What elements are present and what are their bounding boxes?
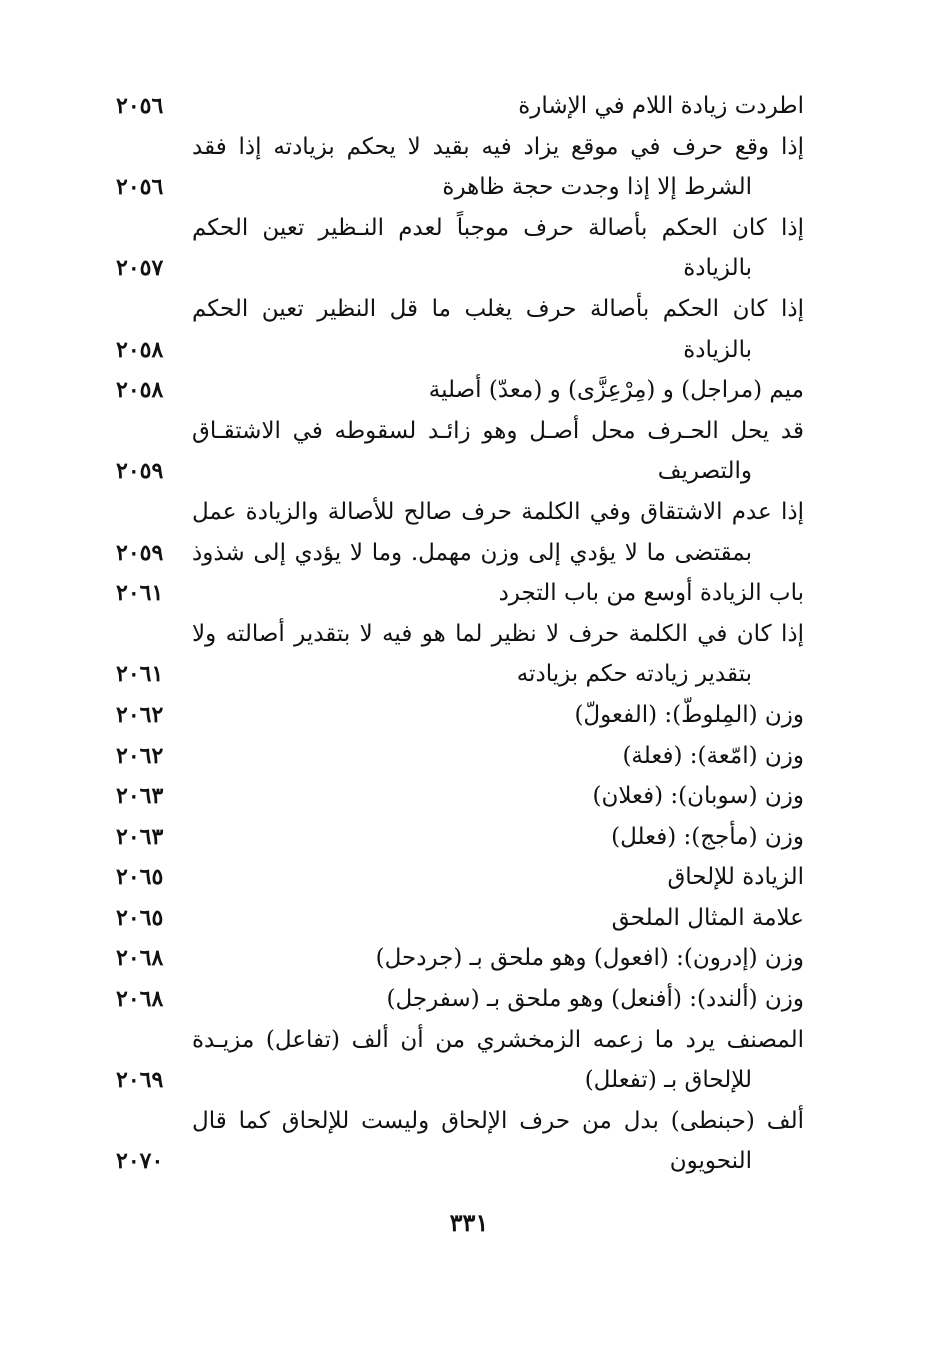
entry-text xyxy=(192,979,804,1020)
index-entry xyxy=(0,370,938,411)
entry-line: إذا وقع حرف في موقع يزاد فيه بقيد لا يحكم بزيادته إذا فقد xyxy=(192,133,804,160)
entry-line: المصنف يرد ما زعمه الزمخشري من أن ألف (تفاعل) مزيـدة xyxy=(192,1026,804,1053)
index-entry xyxy=(0,776,938,817)
index-entry xyxy=(0,411,938,492)
entry-page-number: ٢٠٦٥ xyxy=(116,864,164,891)
entry-page-number: ٢٠٦٨ xyxy=(116,945,164,972)
entry-text xyxy=(192,127,804,208)
entry-line: ألف (حبنطى) بدل من حرف الإلحاق وليست للإلحاق كما قال xyxy=(192,1107,804,1134)
entry-text xyxy=(192,492,804,573)
entry-page-number: ٢٠٥٨ xyxy=(116,336,164,363)
entry-text xyxy=(192,857,804,898)
entry-line: قد يحل الحـرف محل أصـل وهو زائـد لسقوطه في الاشتقـاق xyxy=(192,417,804,444)
entry-page-number: ٢٠٦٢ xyxy=(116,701,164,728)
entry-page-number: ٢٠٦١ xyxy=(116,580,164,607)
entry-text xyxy=(192,370,804,411)
entry-line: ميم (مراجل) و (مِرْعِزَّى) و (معدّ) أصلية xyxy=(428,377,804,404)
entry-line: إذا كان الحكم بأصالة حرف يغلب ما قل النظير تعين الحكم xyxy=(192,295,804,322)
entry-line: إذا كان الحكم بأصالة حرف موجباً لعدم النـظير تعين الحكم xyxy=(192,214,804,241)
entry-line: الزيادة للإلحاق xyxy=(667,864,804,891)
entry-text xyxy=(192,289,804,370)
index-entry xyxy=(0,695,938,736)
entry-page-number: ٢٠٦١ xyxy=(116,661,164,688)
entry-line: وزن (سوبان): (فعلان) xyxy=(592,783,804,810)
entry-line: علامة المثال الملحق xyxy=(611,904,804,931)
entry-line: إذا كان في الكلمة حرف لا نظير لما هو فيه لا بتقدير أصالته ولا xyxy=(192,620,804,647)
entry-line: بالزيادة xyxy=(683,336,752,363)
entry-text xyxy=(192,573,804,614)
entry-text xyxy=(192,898,804,939)
index-entry xyxy=(0,898,938,939)
index-entry xyxy=(0,938,938,979)
entry-line: وزن (المِلوطّ): (الفعولّ) xyxy=(574,701,804,728)
entry-text xyxy=(192,614,804,695)
index-entry xyxy=(0,127,938,208)
entry-line: وزن (مأجج): (فعلل) xyxy=(611,823,804,850)
entry-line: بمقتضى ما لا يؤدي إلى وزن مهمل. وما لا يؤدي إلى شذوذ xyxy=(192,539,752,566)
index-entry xyxy=(0,979,938,1020)
entry-text xyxy=(192,1101,804,1182)
entry-line: إذا عدم الاشتقاق وفي الكلمة حرف صالح للأصالة والزيادة عمل xyxy=(192,498,804,525)
index-entry xyxy=(0,1101,938,1182)
page-number: ٣٣١ xyxy=(449,1208,489,1237)
entry-line: باب الزيادة أوسع من باب التجرد xyxy=(498,580,804,607)
entry-page-number: ٢٠٥٦ xyxy=(116,93,164,119)
entry-line: النحويون xyxy=(669,1148,752,1175)
entry-line: بالزيادة xyxy=(683,255,752,282)
entry-page-number: ٢٠٦٣ xyxy=(116,783,164,810)
index-entry xyxy=(0,817,938,858)
entry-page-number: ٢٠٦٩ xyxy=(116,1067,164,1094)
entry-text xyxy=(192,938,804,979)
index-entries xyxy=(0,86,938,1182)
entry-line: الشرط إلا إذا وجدت حجة ظاهرة xyxy=(442,174,752,201)
entry-page-number: ٢٠٦٣ xyxy=(116,823,164,850)
entry-text xyxy=(192,208,804,289)
index-entry xyxy=(0,492,938,573)
entry-text xyxy=(192,695,804,736)
entry-line: وزن (ألندد): (أفنعل) وهو ملحق بـ (سفرجل) xyxy=(386,986,804,1013)
index-entry xyxy=(0,86,938,127)
index-entry xyxy=(0,857,938,898)
index-entry xyxy=(0,573,938,614)
index-entry xyxy=(0,1020,938,1101)
index-entry xyxy=(0,208,938,289)
entry-line: وزن (إدرون): (افعول) وهو ملحق بـ (جردحل) xyxy=(375,945,804,972)
index-entry xyxy=(0,736,938,777)
entry-line: للإلحاق بـ (تفعلل) xyxy=(584,1067,752,1094)
entry-page-number: ٢٠٥٨ xyxy=(116,377,164,404)
entry-page-number: ٢٠٥٩ xyxy=(116,539,164,566)
entry-page-number: ٢٠٥٦ xyxy=(116,174,164,201)
entry-line: وزن (امّعة): (فعلة) xyxy=(622,742,804,769)
entry-page-number: ٢٠٦٢ xyxy=(116,742,164,769)
entry-line: بتقدير زيادته حكم بزيادته xyxy=(516,661,752,688)
entry-page-number: ٢٠٦٥ xyxy=(116,904,164,931)
index-entry xyxy=(0,614,938,695)
entry-text xyxy=(192,817,804,858)
entry-line: اطردت زيادة اللام في الإشارة xyxy=(518,93,804,119)
entry-page-number: ٢٠٧٠ xyxy=(116,1148,164,1175)
entry-line: والتصريف xyxy=(657,458,752,485)
entry-text xyxy=(192,411,804,492)
entry-text xyxy=(192,736,804,777)
entry-page-number: ٢٠٥٧ xyxy=(116,255,164,282)
entry-text xyxy=(192,86,804,127)
index-entry xyxy=(0,289,938,370)
entry-page-number: ٢٠٥٩ xyxy=(116,458,164,485)
entry-page-number: ٢٠٦٨ xyxy=(116,986,164,1013)
entry-text xyxy=(192,1020,804,1101)
entry-text xyxy=(192,776,804,817)
